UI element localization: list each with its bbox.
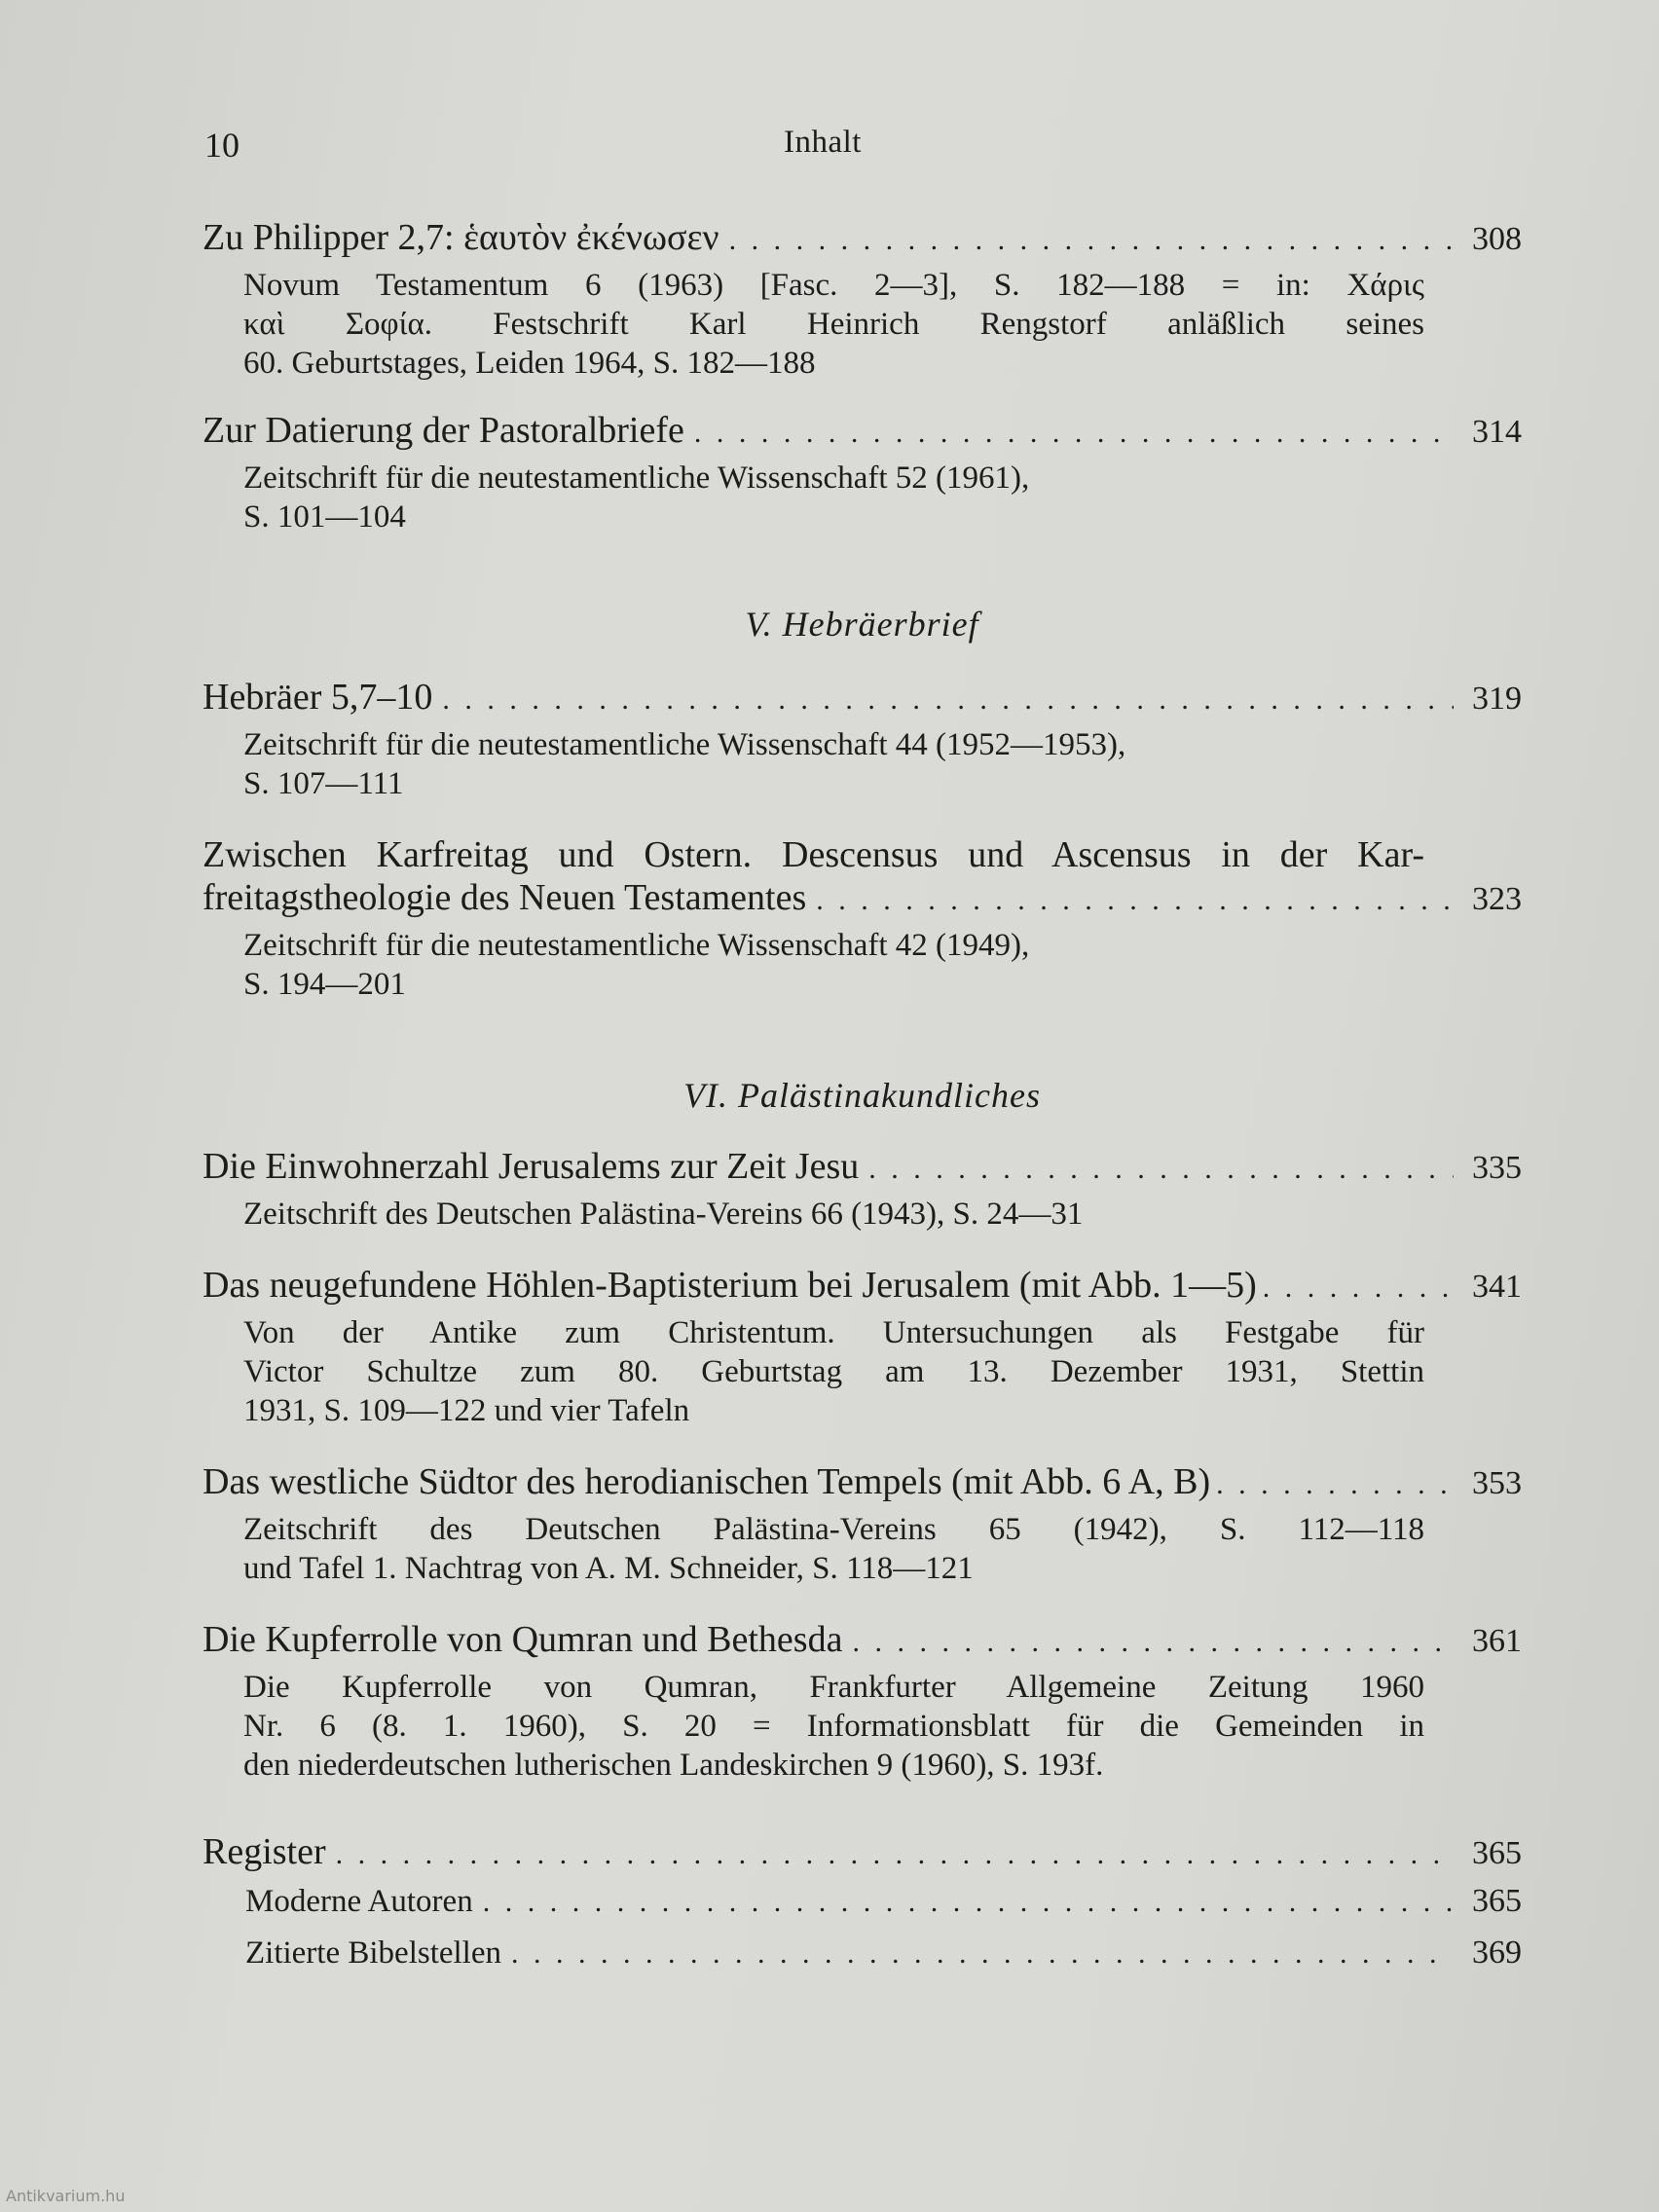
dot-leader — [816, 879, 1454, 922]
entry-title-line — [203, 676, 1522, 721]
source-line: Zeitschrift für die neutestamentliche Wissenschaft 52 (1961), — [243, 461, 1030, 496]
entry-source — [243, 725, 1424, 803]
entry-title-line — [203, 1145, 1522, 1191]
dot-leader — [852, 1621, 1454, 1664]
entry-title: Die Einwohnerzahl Jerusalems zur Zeit Jesu — [203, 1146, 860, 1187]
entry-source — [243, 459, 1424, 536]
source-line: 60. Geburtstages, Leiden 1964, S. 182—188 — [243, 346, 816, 381]
entry-title: Das neugefundene Höhlen-Baptisterium bei Jerusalem (mit Abb. 1—5) — [203, 1265, 1257, 1306]
dot-leader — [729, 219, 1454, 262]
entry-title-line — [203, 1830, 1522, 1876]
entry-title-line — [203, 876, 1522, 922]
entry-source — [243, 926, 1424, 1004]
source-line: Zeitschrift für die neutestamentliche Wissenschaft 44 (1952—1953), — [243, 727, 1126, 762]
entry-title-line — [203, 216, 1522, 262]
source-line: 1931, S. 109—122 und vier Tafeln — [243, 1393, 690, 1428]
entry-source — [243, 1195, 1424, 1234]
entry-page: 365 — [1472, 1835, 1522, 1871]
entry-source — [243, 266, 1424, 383]
entry-page: 335 — [1472, 1150, 1522, 1186]
dot-leader — [868, 1148, 1454, 1191]
entry-title: freitagstheologie des Neuen Testamentes — [203, 877, 807, 918]
entry-page: 314 — [1472, 414, 1522, 450]
entry-title-line — [203, 1264, 1522, 1309]
entry-page: 369 — [1472, 1935, 1522, 1971]
source-line: Novum Testamentum 6 (1963) [Fasc. 2—3], S. 182—188 = in: Χάρις — [243, 268, 1424, 303]
toc-entry — [203, 1264, 1522, 1430]
dot-leader — [336, 1833, 1454, 1876]
toc-entry — [203, 216, 1522, 383]
entry-title-line — [245, 1928, 1522, 1979]
entry-page: 353 — [1472, 1465, 1522, 1501]
entry-page: 308 — [1472, 221, 1522, 257]
entry-title: Zur Datierung der Pastoralbriefe — [203, 410, 684, 451]
toc-entry — [203, 409, 1522, 536]
register-entry — [203, 1830, 1522, 1979]
toc-entry — [203, 676, 1522, 803]
source-line: und Tafel 1. Nachtrag von A. M. Schneider, S. 118—121 — [243, 1551, 974, 1586]
source-line: Zeitschrift des Deutschen Palästina-Vereins 66 (1943), S. 24—31 — [243, 1197, 1084, 1232]
toc-entry — [203, 833, 1522, 1004]
entry-title-first-line: Zwischen Karfreitag und Ostern. Descensus und Ascensus in der Kar- — [203, 834, 1424, 875]
entry-title-line — [203, 409, 1522, 455]
source-line: Zeitschrift des Deutschen Palästina-Vereins 65 (1942), S. 112—118 — [243, 1512, 1424, 1547]
entry-title-line — [245, 1876, 1522, 1928]
dot-leader — [483, 1877, 1454, 1928]
source-line: S. 107—111 — [243, 766, 404, 801]
source-line: Die Kupferrolle von Qumran, Frankfurter Allgemeine Zeitung 1960 — [243, 1670, 1424, 1705]
dot-leader — [442, 679, 1454, 721]
entry-title: Hebräer 5,7–10 — [203, 677, 433, 718]
register-sub-entry — [245, 1876, 1522, 1928]
entry-source — [243, 1668, 1424, 1785]
entry-title: Moderne Autoren — [245, 1884, 473, 1919]
section-heading: VI. Palästinakundliches — [683, 1076, 1041, 1115]
source-line: Zeitschrift für die neutestamentliche Wissenschaft 42 (1949), — [243, 928, 1030, 963]
entry-title: Zitierte Bibelstellen — [245, 1936, 502, 1971]
source-line: Victor Schultze zum 80. Geburtstag am 13. Dezember 1931, Stettin — [243, 1354, 1424, 1389]
entry-title: Register — [203, 1831, 326, 1872]
entry-page: 319 — [1472, 681, 1522, 717]
entry-page: 341 — [1472, 1269, 1522, 1305]
toc-entry — [203, 1618, 1522, 1785]
section-heading: V. Hebräerbrief — [745, 605, 979, 644]
entry-page: 323 — [1472, 881, 1522, 917]
dot-leader — [1216, 1463, 1457, 1506]
entry-page: 361 — [1472, 1623, 1522, 1659]
dot-leader — [1263, 1267, 1457, 1309]
entry-title-line — [203, 1460, 1522, 1506]
entry-title-line — [203, 1618, 1522, 1664]
toc-entry — [203, 1460, 1522, 1588]
dot-leader — [694, 412, 1454, 455]
source-line: καὶ Σοφία. Festschrift Karl Heinrich Rengstorf anläßlich seines — [243, 307, 1424, 342]
running-head: Inhalt — [784, 125, 862, 160]
source-line: S. 194—201 — [243, 967, 406, 1002]
dot-leader — [511, 1929, 1454, 1979]
source-line: Von der Antike zum Christentum. Untersuchungen als Festgabe für — [243, 1315, 1424, 1350]
toc-entry — [203, 1145, 1522, 1234]
entry-page: 365 — [1472, 1883, 1522, 1919]
entry-source — [243, 1313, 1424, 1430]
entry-title: Zu Philipper 2,7: ἑαυτὸν ἐκένωσεν — [203, 217, 719, 258]
source-line: S. 101—104 — [243, 499, 406, 535]
entry-title: Die Kupferrolle von Qumran und Bethesda — [203, 1619, 843, 1660]
source-line: den niederdeutschen lutherischen Landeskirchen 9 (1960), S. 193f. — [243, 1748, 1104, 1783]
register-sub-entry — [245, 1928, 1522, 1979]
source-line: Nr. 6 (8. 1. 1960), S. 20 = Informationsblatt für die Gemeinden in — [243, 1709, 1424, 1744]
page-header — [204, 125, 1441, 173]
entry-title: Das westliche Südtor des herodianischen Tempels (mit Abb. 6 A, B) — [203, 1461, 1211, 1502]
page-number: 10 — [204, 126, 240, 165]
entry-source — [243, 1510, 1424, 1588]
watermark: Antikvarium.hu — [6, 2187, 126, 2205]
